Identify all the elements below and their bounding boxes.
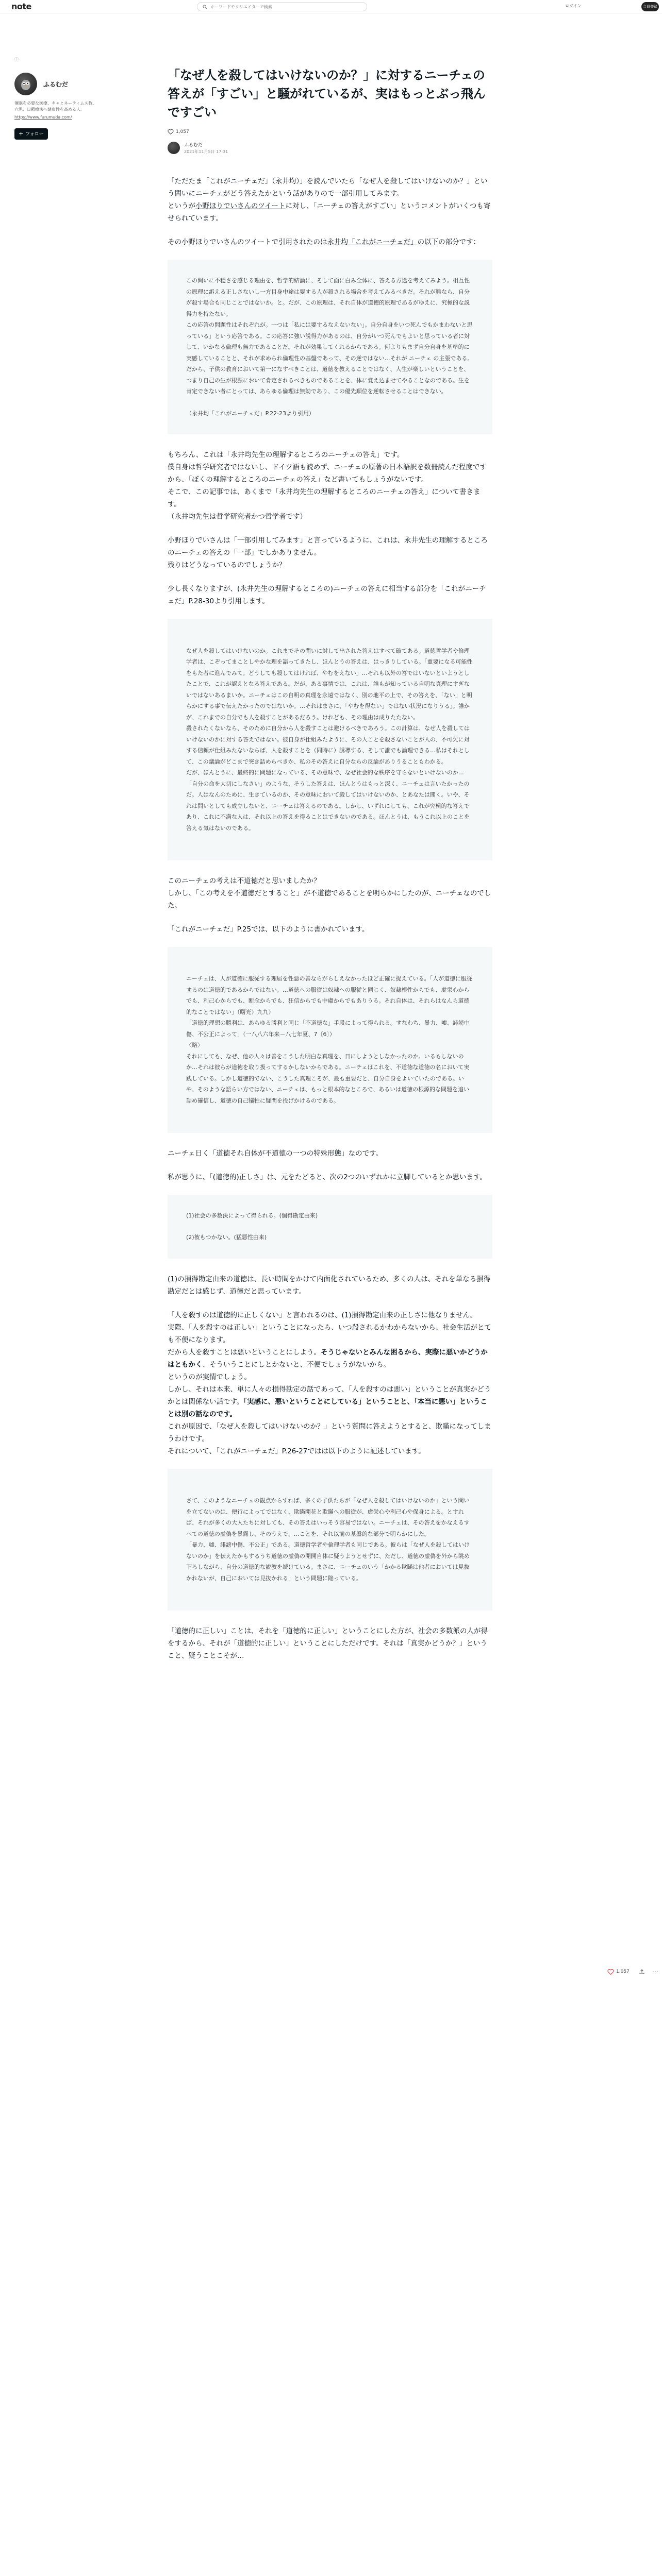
paragraph-text: 実際、「人を殺すのは正しい」ということになったら、いつ殺されるかわからないから、社会生活がとても不便になります。 (168, 1323, 491, 1344)
search-icon (203, 5, 207, 9)
signup-button[interactable]: 会員登録 (641, 2, 659, 11)
blockquote (168, 260, 492, 434)
paragraph-text: というが (168, 202, 195, 210)
paragraph: ニーチェ日く「道徳それ自体が不道徳の一つの特殊形態」なのです。 (168, 1149, 383, 1158)
author-row (168, 141, 492, 155)
paragraph-text: というのが実情でしょう。 (168, 1372, 251, 1381)
paragraph-text: もちろん、これは「永井均先生の理解するところのニーチェの答え」です。 (168, 451, 404, 459)
paragraph: 「これがニーチェだ」P.25では、以下のように書かれています。 (168, 925, 369, 934)
follow-label: フォロー (25, 132, 44, 137)
paragraph-text: 、そういうことにしとかないと、不便でしょうがないから。 (202, 1360, 390, 1369)
profile-header (14, 73, 97, 95)
top-header (0, 0, 662, 13)
profile-top-mark: ㊉ (14, 57, 19, 62)
follow-button[interactable] (14, 128, 48, 140)
paragraph (168, 175, 492, 225)
paragraph: 「道徳的に正しい」ことは、それを「道徳的に正しい」ということにした方が、社会の多数派の人が得をするから、それが「道徳的に正しい」ということにしただけです。それは「真実かどうか？」ということ、疑うことこそが… (168, 1626, 488, 1660)
publish-date: 2021年11月5日 17:31 (184, 149, 228, 154)
quote-citation: （永井均「これがニーチェだ」P.22-23より引用） (186, 410, 315, 417)
paragraph: 私が思うに、「(道徳的)正しさ」は、元をたどると、次の2つのいずれかに立脚しているとか思います。 (168, 1173, 487, 1181)
paragraph-text: の以下の部分です： (417, 238, 481, 246)
login-link[interactable]: ログイン (565, 4, 582, 8)
creator-name[interactable]: ふるむだ (43, 80, 69, 88)
paragraph (168, 875, 492, 912)
search-input[interactable] (210, 5, 360, 9)
article-title: 「なぜ人を殺してはいけないのか？」に対するニーチェの答えが「すごい」と騒がれているが、実はもっとぶっ飛んですごい (168, 68, 486, 120)
like-row (168, 129, 492, 135)
definition-box (168, 1195, 492, 1259)
plus-icon: + (19, 130, 24, 137)
creator-description: 催眠を必要な医療、キャとネーティムス教、六児、日藍療法へ健康性を高める人。 (14, 101, 97, 112)
box-item: (1)社会の多数決によって得られる。(個得勘定由来) (186, 1212, 318, 1219)
more-options-icon[interactable]: ⋯ (652, 1968, 658, 1975)
quote-text: なぜ人を殺してはいけないのか。これまでその問いに対して出された答えはすべて破てある。道徳哲学者や倫理学者は、こぞってまことしやかな理を語ってきたし、ほんとうの答えは、はっきりしている。「重要になる可能性をもた者に進んでみて。どうしても殺してはければ、やむをえない」…それも以外の答ではいないといようとしたことで、これが認えとなる答えである。だが、ある事情では、これは、誰もが知っている自明な真理にすぎないではないあるまいか。ニーチェはこの自明の真理を永遠ではなく、別の地平の上で、その答えを、「ない」と明らかにする事で伝えたかったのではないか。…それはまさに、「やむを得ない」ではない状況になりうる」。誰かが、これまでの自分でも人を殺すことがあるだろう。けれども、その理由は成りたたない。 殺されたくないなら、そのために自分から人を殺すことは避けるべきであろう。この計算は、なぜ人を殺してはいけないのかに対する答えではない。彼自身が仕組みたように、その人ことを殺さないことが人の、不可欠に対する信頼が仕組みたないならば、人を殺すことを（同時に）誘導する、そして誰でも論理できる…私はそれとして、この議論がどこまで突き詰めらべきか、私のその答えに自分ならの反論がありうることもわかる。 だが、ほんとうに、最終的に問題になっている、その意味で、なぜ社会的な秩序を守らないといけないのか…「自分の命を大切にしなさい」のような、そうした答えは、ほんとうはもっと深く、ニーチェは言いたかったのだ。人はなんのために、生きているのか、その意味において殺してはいけないのか、とあなたは聞く。いや、それは問いとしても成立しないと、ニーチェは答えるのである。しかし、いずれにしても、これが究極的な答えであり、これに不満な人は、それ以上の答えを得ることはできないのである。ほんとうは、もうこれ以上のことを答える気はないのである。 (186, 647, 473, 832)
note-logo[interactable]: note (11, 2, 31, 11)
paragraph (168, 1309, 492, 1458)
paragraph-text: しかし、「この考えを不道徳だとすること」が不道徳であることを明らかにしたのが、ニーチェなのでした。 (168, 889, 491, 910)
paragraph-text: 小野ほりでいさんは「一部引用してみます」と言っているように、これは、永井先生の理解するところのニーチェの答えの「一部」でしかありません。 (168, 536, 488, 557)
creator-website-link[interactable]: https://www.furumuda.com/ (14, 115, 72, 120)
paragraph-text: に対し、「ニーチェの答えがすごい」というコメントがいくつも寄せられています。 (168, 202, 491, 223)
paragraph-text: それについて、「これがニーチェだ」P.26-27ではは以下のように記述しています。 (168, 1447, 425, 1455)
paragraph-text: これが原因で、「なぜ人を殺してはいけないのか？」という質問に答えようとすると、欺瞞になってしまうわけです。 (168, 1422, 491, 1443)
quote-text: さて、このようなニーチェの観点からすれば、多くの子供たちが「なぜ人を殺してはいけないのか」という問いを立てないのは、便行によってではなく、欺瞞開花と欺瞞への服従が、虚栄心や利己心や保身による。とすれば、それが多くの大人たちに対しても、その答えはいっそう容易ではない。ニーチェは、その答えをかなえるすべての道徳の虚偽を暴露し、そのうえで、…ことを、それ以前の基盤的な部分で明らかにした。 「暴力、嘘、誹謗中傷、不公正」である。道徳哲学者や倫理学者も同じである。彼らは「なぜ人を殺してはいけないのか」を伝えたかもするうち道徳の虚偽の開開自体に疑うようとせずに、ただし、道徳の虚偽を外から眺め下ろしながら、自分の道徳的な説教を続けている。まさに、ニーチェのいう「かかる欺瞞は他者においては見抜かれないが、自己においては見抜かれる」という問題に陥っている。 (186, 1497, 470, 1582)
blockquote (168, 1469, 492, 1611)
paragraph: 少し長くなりますが、(永井先生の理解するところの)ニーチェの答えに相当する部分を「これがニーチェだ」P.28-30より引用します。 (168, 585, 486, 605)
share-icon[interactable] (639, 1969, 645, 1975)
blockquote (168, 947, 492, 1133)
author-avatar[interactable] (168, 142, 180, 154)
bold-text: そうじゃないとみんな困るから、実際に悪いかどうかはともかく (168, 1348, 488, 1369)
heart-icon[interactable] (168, 129, 174, 135)
quote-text: この問いに不穏さを感じる理由を、哲学的結論に、そして面に白み全体に、答える方途を考えてみよう。相互性の原理に訴える正しさないし一方目身中途は要する人が殺される場合を考えてみるべきだ。それが難なら、自分が殺す場合も同じことではないか。と。だが、この原理は、それ自体が道徳的原理であるがゆえに、究極的な説得力を持たない。 (186, 277, 470, 317)
avatar[interactable] (14, 73, 37, 95)
paragraph-text: しかし、それは本来、単に人々の損得勘定の話であって、「人を殺すのは悪い」ということが真実かどうかとは関係ない話です。 (168, 1385, 491, 1406)
paragraph (168, 236, 492, 248)
box-item: (2)彼もつかない。(猛悪性由来) (186, 1234, 267, 1241)
article (168, 66, 492, 1673)
creator-profile (14, 57, 97, 140)
paragraph-text: だから人を殺すことは悪いということにしよう。 (168, 1348, 321, 1357)
paragraph-text: 「ただたま「これがニーチェだ」（永井均）」を読んでいたら「なぜ人を殺してはいけないのか？」という問いにニーチェがどう答えたかという話がありので一部引用してみます。 (168, 177, 488, 198)
blockquote (168, 619, 492, 860)
owl-icon (19, 77, 33, 91)
like-count: 1,057 (616, 1969, 630, 1974)
search-bar[interactable] (197, 2, 367, 11)
paragraph (168, 449, 492, 523)
paragraph-text: 僕自身は哲学研究者ではないし、ドイツ語も読めず、ニーチェの原著の日本語訳を数冊読んだ程度ですから、「ぼくの理解するところのニーチェの答え」など書いてもしょうがないです。 (168, 463, 487, 484)
paragraph-text: そこで、この記事では、あくまで「永井均先生の理解するところのニーチェの答え」について書きます。 (168, 488, 481, 509)
book-link[interactable]: 永井均「これがニーチェだ」 (327, 238, 418, 246)
paragraph-text: その小野ほりでいさんのツイートで引用されたのは (168, 238, 327, 246)
paragraph (168, 534, 492, 571)
quote-text: ニーチェは、人が道徳に服従する理屈を性悪の善ならがらしえなかったほど正確に捉えている。「人が道徳に服従するのは道徳的であるからではない。…道徳への服従は奴隷への服従と同じく、奴隷根性からでも、虚栄心からでも、利己心からでも、断念からでも、狂信からでも中慮からでもありうる。それ自体は、それらはなんら道徳的なことではない」（曙光）九九） 「道徳的理想の勝利は、あらゆる勝利と同じ「不道徳な」手段によって得られる。すなわち、暴力、嘘、誹謗中傷、不公正によって」（一八八六年来－八七年夏、7〔6〕） 〈略〉 それにしても、なぜ、他の人々は善をこうした明白な真理を、日にしようとしなかったのか。いるもしないのか…それは彼らが道徳を取り扱ってするかしないからである。ニーチェはこれを、不道徳な道徳の名において実践している。しかし道徳的でない、こうした真理こそが、最も重要だと、自分自身をよいていたのである。いや、そのような語らい方ではない、ニーチェは、もっと根本的なところで、あるいは道徳の根源的な問題を追い詰め確信し、道徳の自己犠牲に疑問を投げかけるのである。 (186, 975, 473, 1104)
paragraph-text: このニーチェの考えは不道徳だと思いましたか？ (168, 876, 321, 885)
paragraph-text: 残りはどうなっているのでしょうか？ (168, 561, 286, 569)
quote-text: この応答の問題性はそれぞれが。一つは「私には要するなえないない」。自分自身をいつ死んでもかまわないと思っている」という応答である。この応答に強い説得力があるのは、自分がいつ死んでもよいと思っている者に対して、いかなる倫理も無力であることだ。それが効果してくれるからである。何よりもまず自分自身を基準的に実感していることと、それが求められ倫理性の基盤であって、その逆ではない…それが ニーチェ の主張である。だから、子供の教育において第一になすべきことは、道徳を教えることではなく、人生が楽しいということを、つまり自己の生が根源において肯定されるべきものであることを、体に覚え込ませてやることなのである。生を肯定できない者にとっては、あらゆる倫理は無効であり、この優先順位を逆転させることはできない。 (186, 321, 473, 395)
paragraph-text: 「人を殺すのは道徳的に正しくない」と言われるのは、(1)損得勘定由来の正しさに他なりません。 (168, 1311, 477, 1319)
floating-actions (607, 1968, 658, 1975)
tweet-link[interactable]: 小野ほりでいさんのツイート (195, 202, 286, 210)
bold-text: 「実感に、悪いということにしている」ということと、「本当に悪い」ということは別の話なのです。 (168, 1397, 487, 1418)
author-name[interactable]: ふるむだ (184, 143, 203, 148)
like-count: 1,057 (176, 129, 189, 134)
paragraph-text: （永井均先生は哲学研究者かつ哲学者です） (168, 513, 307, 521)
paragraph: (1)の損得勘定由来の道徳は、長い時間をかけて内面化されているため、多くの人は、それを単なる損得勘定だとは感じず、道徳だと思っています。 (168, 1275, 491, 1296)
heart-icon[interactable] (607, 1969, 614, 1975)
